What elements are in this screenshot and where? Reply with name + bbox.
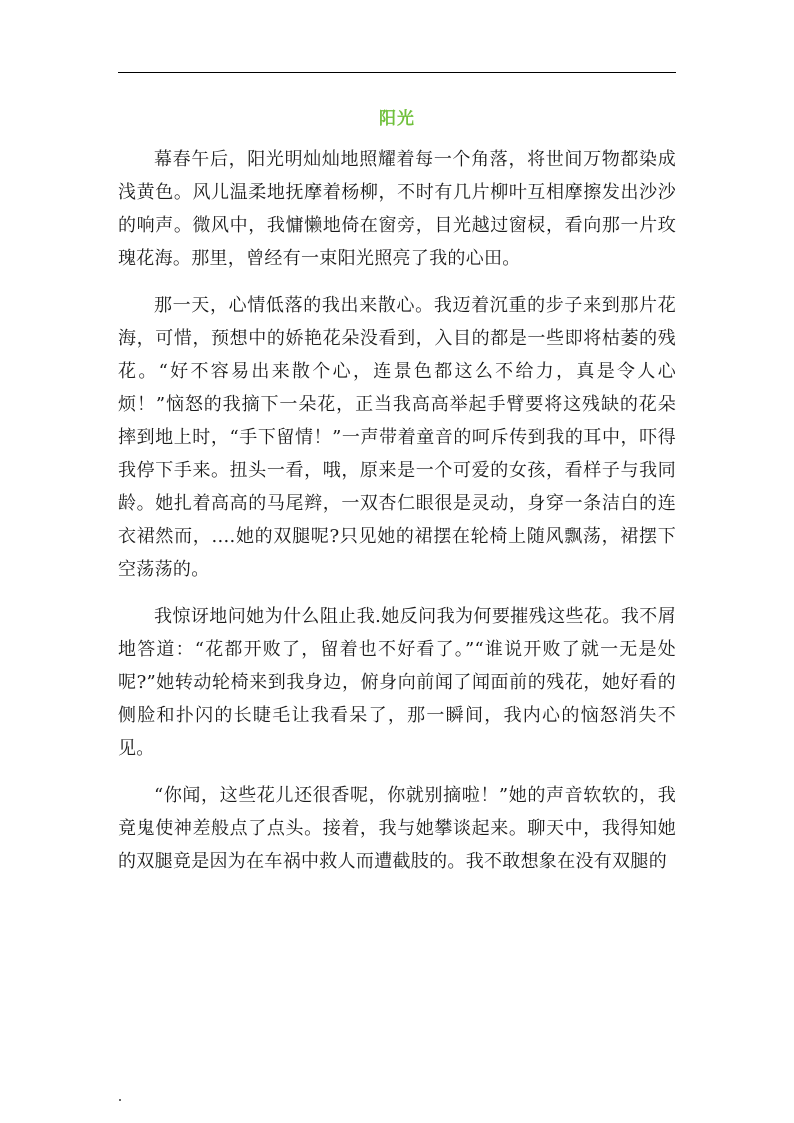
paragraph-2: 那一天，心情低落的我出来散心。我迈着沉重的步子来到那片花海，可惜，预想中的娇艳花朵没看到，入目的都是一些即将枯萎的残花。“好不容易出来散个心，连景色都这么不给力，真是令人心烦！”恼怒的我摘下一朵花，正当我高高举起手臂要将这残缺的花朵摔到地上时，“手下留情！”一声带着童音的呵斥传到我的耳中，吓得我停下手来。扭头一看，哦，原来是一个可爱的女孩，看样子与我同龄。她扎着高高的马尾辫，一双杏仁眼很是灵动，身穿一条洁白的连衣裙然而，....她的双腿呢?只见她的裙摆在轮椅上随风飘荡，裙摆下空荡荡的。 xyxy=(118,295,676,580)
footer-mark xyxy=(119,1099,121,1101)
paragraph-4: “你闻，这些花儿还很香呢，你就别摘啦！”她的声音软软的，我竟鬼使神差般点了点头。接着，我与她攀谈起来。聊天中，我得知她的双腿竟是因为在车祸中救人而遭截肢的。我不敢想象在没有双腿的 xyxy=(118,785,676,872)
header-rule xyxy=(118,72,676,73)
page-title: 阳光 xyxy=(379,109,415,129)
paragraph-3: 我惊讶地问她为什么阻止我.她反问我为何要摧残这些花。我不屑地答道：“花都开败了，留着也不好看了。”“谁说开败了就一无是处呢?”她转动轮椅来到我身边，俯身向前闻了闻面前的残花，她好看的侧脸和扑闪的长睫毛让我看呆了，那一瞬间，我内心的恼怒消失不见。 xyxy=(118,606,676,759)
article-body xyxy=(118,143,676,878)
paragraph-1: 幕春午后，阳光明灿灿地照耀着每一个角落，将世间万物都染成浅黄色。风儿温柔地抚摩着杨柳，不时有几片柳叶互相摩擦发出沙沙的响声。微风中，我慵懒地倚在窗旁，目光越过窗棂，看向那一片玫瑰花海。那里，曾经有一束阳光照亮了我的心田。 xyxy=(118,149,676,269)
